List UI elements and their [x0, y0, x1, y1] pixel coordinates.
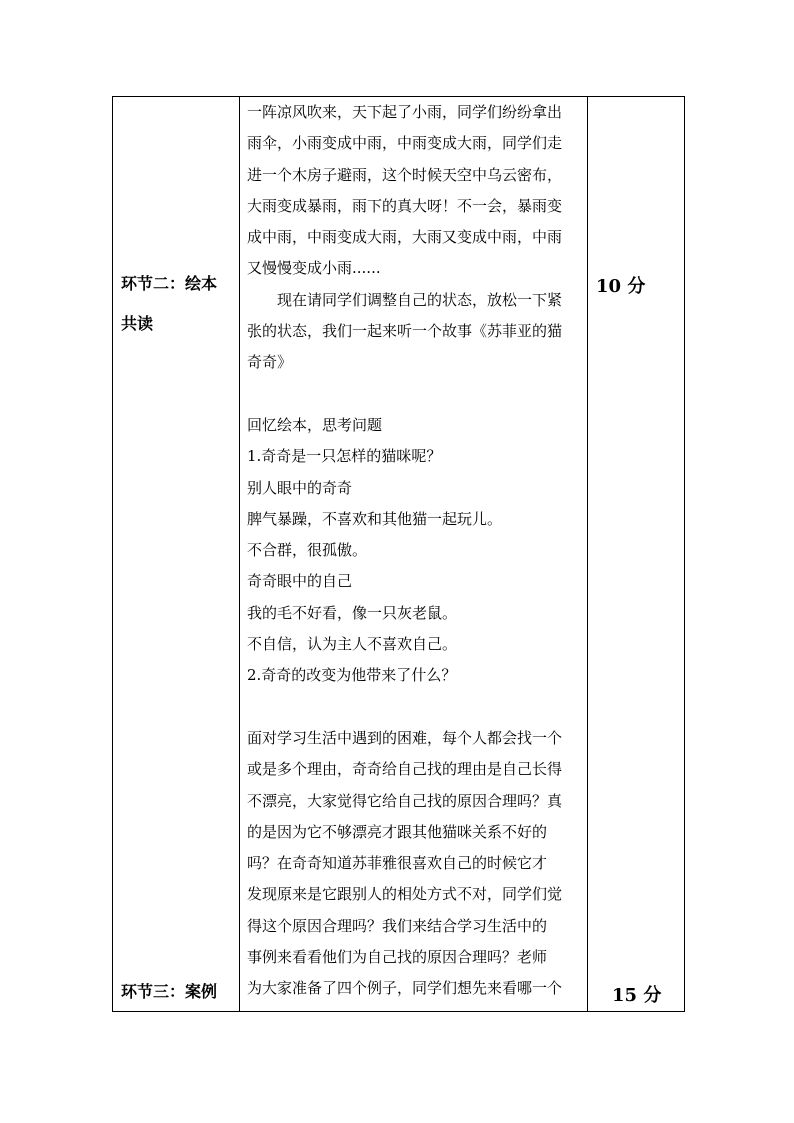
content-line: 成中雨，中雨变成大雨，大雨又变成中雨，中雨 — [247, 228, 563, 247]
content-line: 现在请同学们调整自己的状态，放松一下紧 — [277, 290, 563, 309]
section-label-3-line1: 环节三：案例 — [121, 982, 218, 1001]
content-line: 面对学习生活中遇到的困难，每个人都会找一个 — [247, 728, 563, 747]
content-line: 雨伞，小雨变成中雨，中雨变成大雨，同学们走 — [247, 134, 563, 153]
content-line: 奇奇眼中的自己 — [247, 572, 353, 591]
content-line: 不漂亮，大家觉得它给自己找的原因合理吗？真 — [247, 791, 563, 810]
section-label-2-line1: 环节二：绘本 — [121, 274, 218, 293]
content-line: 不自信，认为主人不喜欢自己。 — [247, 635, 458, 654]
section-label-3 — [121, 972, 217, 1012]
column-divider — [587, 97, 588, 1011]
content-line: 大雨变成暴雨，雨下的真大呀！不一会，暴雨变 — [247, 196, 563, 215]
blank-line — [247, 379, 587, 410]
content-line: 别人眼中的奇奇 — [247, 478, 353, 497]
content-line: 事例来看看他们为自己找的原因合理吗？老师 — [247, 948, 548, 967]
content-line: 发现原来是它跟别人的相处方式不对，同学们觉 — [247, 885, 563, 904]
content-line: 得这个原因合理吗？我们来结合学习生活中的 — [247, 916, 548, 935]
column-divider — [239, 97, 240, 1011]
content-line: 一阵凉风吹来，天下起了小雨，同学们纷纷拿出 — [247, 103, 563, 121]
content-line: 的是因为它不够漂亮才跟其他猫咪关系不好的 — [247, 822, 548, 841]
content-line: 进一个木房子避雨，这个时候天空中乌云密布， — [247, 165, 563, 184]
activity-content — [247, 97, 587, 1005]
section-label-2 — [121, 264, 217, 344]
content-line: 脾气暴躁，不喜欢和其他猫一起玩儿。 — [247, 509, 503, 528]
content-line: 2.奇奇的改变为他带来了什么？ — [247, 666, 457, 685]
content-line: 我的毛不好看，像一只灰老鼠。 — [247, 603, 458, 622]
section-time-3: 15 分 — [612, 985, 662, 1006]
content-line: 或是多个理由，奇奇给自己找的理由是自己长得 — [247, 760, 563, 779]
section-label-2-line2: 共读 — [121, 314, 154, 333]
content-line: 1.奇奇是一只怎样的猫咪呢？ — [247, 447, 442, 466]
content-line: 又慢慢变成小雨...... — [247, 259, 381, 278]
content-line: 不合群，很孤傲。 — [247, 541, 368, 560]
section-time-2: 10 分 — [596, 276, 646, 297]
blank-line — [247, 692, 587, 723]
content-line: 回忆绘本，思考问题 — [247, 415, 383, 434]
content-line: 张的状态，我们一起来听一个故事《苏菲亚的猫 — [247, 322, 563, 341]
content-line: 奇奇》 — [247, 353, 293, 372]
content-line: 吗？在奇奇知道苏菲雅很喜欢自己的时候它才 — [247, 854, 548, 873]
content-line: 为大家准备了四个例子，同学们想先来看哪一个 — [247, 979, 563, 998]
